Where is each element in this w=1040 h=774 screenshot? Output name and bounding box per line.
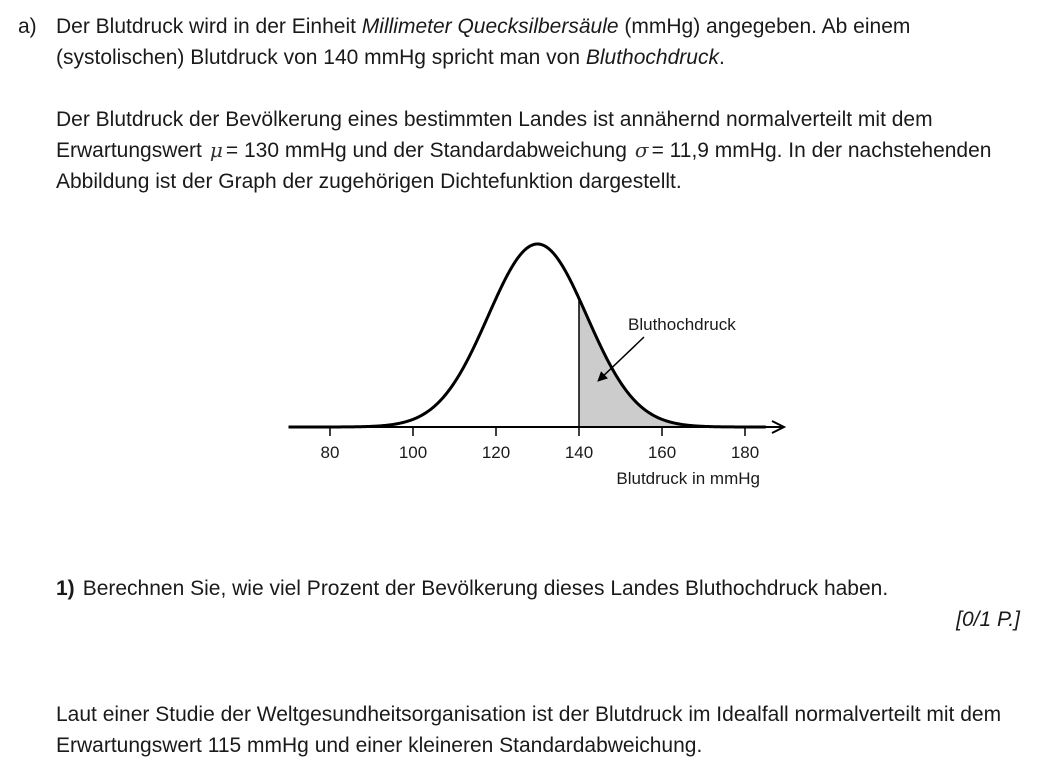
intro-text-1: Der Blutdruck wird in der Einheit	[56, 15, 362, 38]
hypertension-term: Bluthochdruck	[585, 46, 719, 69]
annotation-label: Bluthochdruck	[628, 315, 736, 334]
mu-symbol: μ	[209, 138, 223, 162]
x-tick-label: 120	[481, 443, 511, 462]
x-axis-label: Blutdruck in mmHg	[616, 469, 760, 488]
distribution-text-2: = 130 mmHg und der Standardabweichung	[225, 139, 627, 162]
task-label: a)	[18, 15, 37, 38]
x-tick-label: 180	[730, 443, 760, 462]
density-curve	[289, 244, 766, 427]
sigma-symbol: σ	[634, 138, 649, 162]
x-tick-label: 100	[398, 443, 428, 462]
x-tick-label: 80	[320, 443, 340, 462]
question-1	[56, 573, 888, 604]
x-ticks	[321, 427, 760, 462]
question-text: Berechnen Sie, wie viel Prozent der Bevölkerung dieses Landes Bluthochdruck haben.	[82, 577, 889, 600]
question-number: 1)	[56, 577, 75, 600]
who-paragraph: Laut einer Studie der Weltgesundheitsorganisation ist der Blutdruck im Idealfall normalverteilt mit dem Erwartungswert 115 mmHg und einer kleineren Standardabweichung.	[56, 703, 1002, 757]
distribution-text-3: = 11,9 mmHg. In der nachstehenden Abbildung ist der Graph der zugehörigen Dichtefunktion dargestellt.	[56, 139, 992, 193]
points-badge: [0/1 P.]	[956, 608, 1020, 631]
intro-text-3: .	[718, 46, 725, 69]
intro-text-2: (mmHg) angegeben. Ab einem (systolischen) Blutdruck von 140 mmHg spricht man von	[56, 15, 911, 69]
x-tick-label: 160	[647, 443, 677, 462]
distribution-text-1: Der Blutdruck der Bevölkerung eines bestimmten Landes ist annähernd normalverteilt mit dem Erwartungswert	[56, 108, 933, 162]
unit-term: Millimeter Quecksilbersäule	[361, 15, 619, 38]
x-tick-label: 140	[564, 443, 594, 462]
